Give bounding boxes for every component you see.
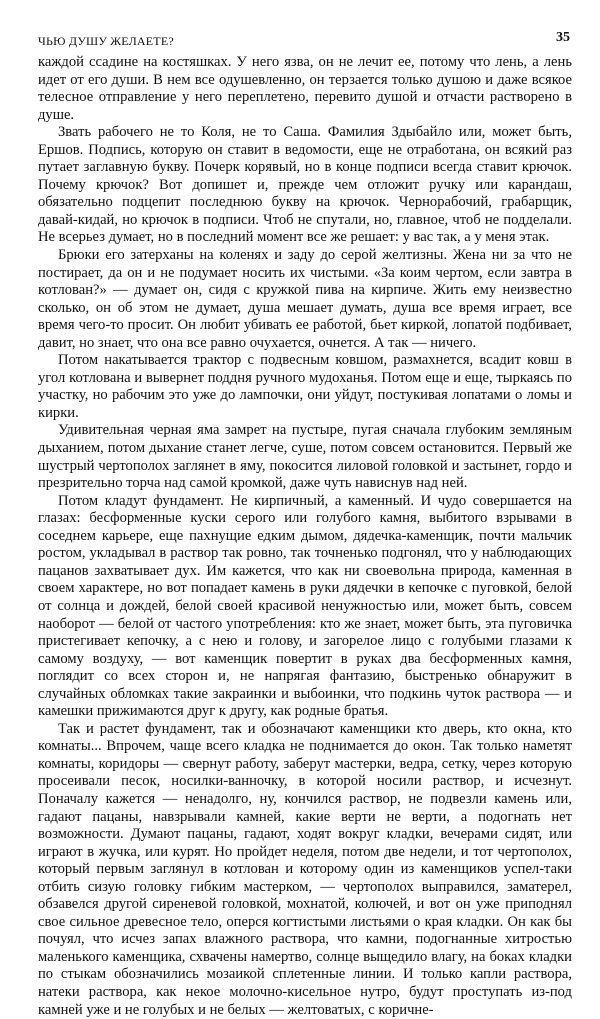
book-page [38,28,572,1018]
paragraph: Брюки его затерханы на коленях и заду до серой желтизны. Жена ни за что не постирает, да он и не подумает носить их чистыми. «За коим чертом, если завтра в котлован?» — думает он, сидя с кружкой пива на кирпиче. Жить ему неизвестно сколько, он об этом не думает, душа мешает думать, душа все время играет, все время чего-то просит. Он любит убивать ее работой, бьет киркой, лопатой подбивает, давит, но знает, что она все равно очухается, очнется. А так — ничего. [38,247,572,351]
paragraph: Потом накатывается трактор с подвесным ковшом, размахнется, всадит ковш в угол котлована и вывернет поддня ручного мудоханья. Потом еще и еще, тыркаясь по участку, но рабочим это уже до лампочки, они уйдут, постукивая лопатами о ломы и кирки. [38,352,572,421]
body-text [38,54,572,1019]
paragraph: Так и растет фундамент, так и обозначают каменщики кто дверь, кто окна, кто комнаты... Впрочем, чаще всего кладка не поднимается до окон. Так только наметят комнаты, коридоры — свернут работу, заберут мастерки, ведра, сетку, через которую просеивали песок, носилки-ванночку, в которой носили раствор, и исчезнут. Поначалу кажется — ненадолго, ну, кончился раствор, не подвезли камень или, гадают пацаны, навзрывали камней, какие верти не верти, а подогнать нет возможности. Думают пацаны, гадают, ходят вокруг кладки, вечерами сидят, или играют в жучка, или курят. Но пройдет неделя, потом две недели, и тот чертополох, который первым заглянул в котлован и которому один из каменщиков успел-таки отбить сизую головку гибким мастерком, — чертополох выправился, заматерел, обзавелся другой сиреневой головкой, мохнатой, колючей, и вот он уже приподнял свое сильное древесное тело, оперся когтистыми листьями о края кладки. Он как бы почуял, что исчез запах влажного раствора, что камни, подогнанные хитростью маленького каменщика, схвачены намертво, солнце выщедило влагу, на боках кладки по стыкам обозначились мозаикой сплетенные линии. И только капли раствора, натеки раствора, как некое молочно-кисельное нутро, будут проступать из-под камней уже и не голубых и не белых — желтоватых, с коричне- [38,720,572,1018]
running-title: ЧЬЮ ДУШУ ЖЕЛАЕТЕ? [38,34,174,48]
paragraph: Удивительная черная яма замрет на пустыре, пугая сначала глубоким земляным дыханием, потом дыхание станет легче, суше, потом совсем остановится. Первый же шустрый чертополох заглянет в яму, покосится лиловой головкой и застынет, гордо и презрительно торча над самой кромкой, даже чуть нависнув над ней. [38,422,572,492]
paragraph: Потом кладут фундамент. Не кирпичный, а каменный. И чудо совершается на глазах: бесформенные куски серого или голубого камня, выбитого взрывами в соседнем карьере, еще пахнущие едким дымом, дядечка-каменщик, почти мальчик ростом, укладывал в раствор так ровно, так точненько подгонял, что у наблюдающих пацанов захватывает дух. Им кажется, что как ни своевольна природа, каменная в своем характере, но вот попадает камень в руки дядечки в кепочке с пуговкой, белой от солнца и дождей, белой своей красивой ненужностью или, может быть, совсем наоборот — белой от частого употребления: кто же знает, может быть, эта пуговичка пристегивает кепочку, а с нею и голову, и загорелое лицо с голубыми глазами к самому воздуху, — вот каменщик повертит в руках два бесформенных камня, поглядит со всех сторон и, не напрягая фантазию, быстренько обнаружит в случайных обломках такие закраинки и выбоинки, что подкинь чуток раствора — и камешки прижимаются друг к другу, как родные братья. [38,492,572,720]
paragraph: Звать рабочего не то Коля, не то Саша. Фамилия Здыбайло или, может быть, Ершов. Подпись, которую он ставит в ведомости, еще не отработана, он всякий раз путает заглавную букву. Почерк корявый, но в конце подписи всегда ставит крючок. Почему крючок? Вот допишет и, прежде чем отложит ручку или карандаш, обязательно подцепит последнюю букву на крючок. Чернорабочий, грабарщик, давай-кидай, но крючок в подписи. Чтоб не спутали, но, главное, чтоб не подделали. Не всерьез думает, но в последний момент все же решает: у вас так, а у меня этак. [38,124,572,246]
page-number: 35 [556,30,570,45]
paragraph: каждой ссадине на костяшках. У него язва, он не лечит ее, потому что лень, а лень идет от его души. В нем все одушевленно, он терзается только душою и даже всякое телесное отправление у него переплетено, перевито душой и отчасти растворено в душе. [38,54,572,123]
page-header [38,28,572,54]
